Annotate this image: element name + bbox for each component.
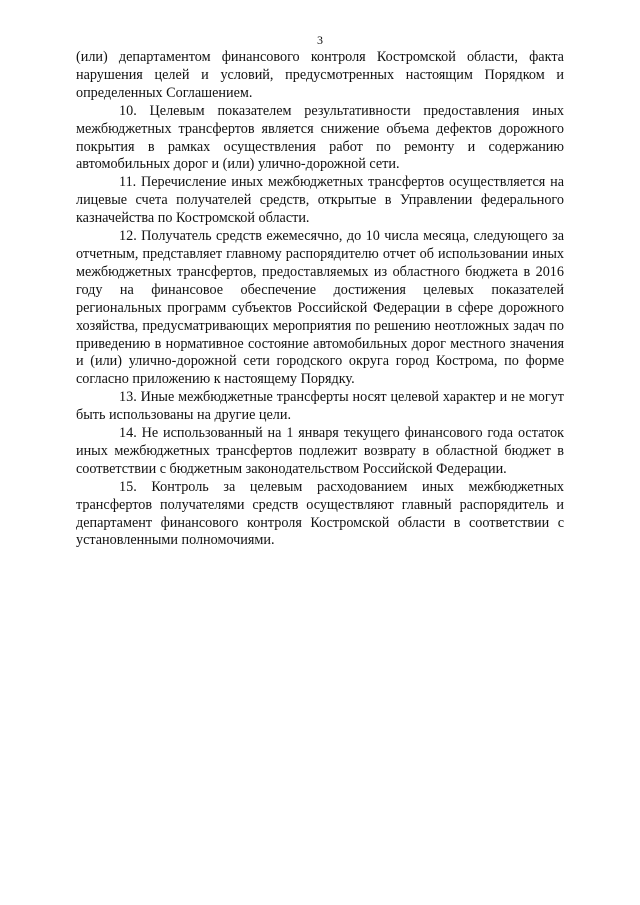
paragraph-12: 12. Получатель средств ежемесячно, до 10 числа месяца, следующего за отчетным, представляет главному распорядителю отчет об использовании иных межбюджетных трансфертов, предоставляемых из областного бюджета в 2016 году на финансовое обеспечение достижения целевых показателей региональных программ субъектов Российской Федерации в сфере дорожного хозяйства, предусматривающих мероприятия по решению неотложных задач по приведению в нормативное состояние автомобильных дорог местного значения и (или) улично-дорожной сети городского округа город Кострома, по форме согласно приложению к настоящему Порядку.: [76, 228, 564, 388]
paragraph-15: 15. Контроль за целевым расходованием иных межбюджетных трансфертов получателями средств осуществляют главный распорядитель и департамент финансового контроля Костромской области в соответствии с установленными полномочиями.: [76, 478, 564, 549]
document-body: [76, 49, 564, 550]
paragraph-continuation: (или) департаментом финансового контроля Костромской области, факта нарушения целей и условий, предусмотренных настоящим Порядком и определенных Соглашением.: [76, 49, 564, 101]
paragraph-14: 14. Не использованный на 1 января текущего финансового года остаток иных межбюджетных трансфертов подлежит возврату в областной бюджет в соответствии с бюджетным законодательством Российской Федерации.: [76, 425, 564, 477]
page-number: 3: [317, 33, 323, 47]
paragraph-13: 13. Иные межбюджетные трансферты носят целевой характер и не могут быть использованы на другие цели.: [76, 389, 564, 424]
paragraph-10: 10. Целевым показателем результативности предоставления иных межбюджетных трансфертов является снижение объема дефектов дорожного покрытия в рамках осуществления работ по ремонту и содержанию автомобильных дорог и (или) улично-дорожной сети.: [76, 102, 564, 173]
paragraph-11: 11. Перечисление иных межбюджетных трансфертов осуществляется на лицевые счета получателей средств, открытые в Управлении федерального казначейства по Костромской области.: [76, 174, 564, 227]
